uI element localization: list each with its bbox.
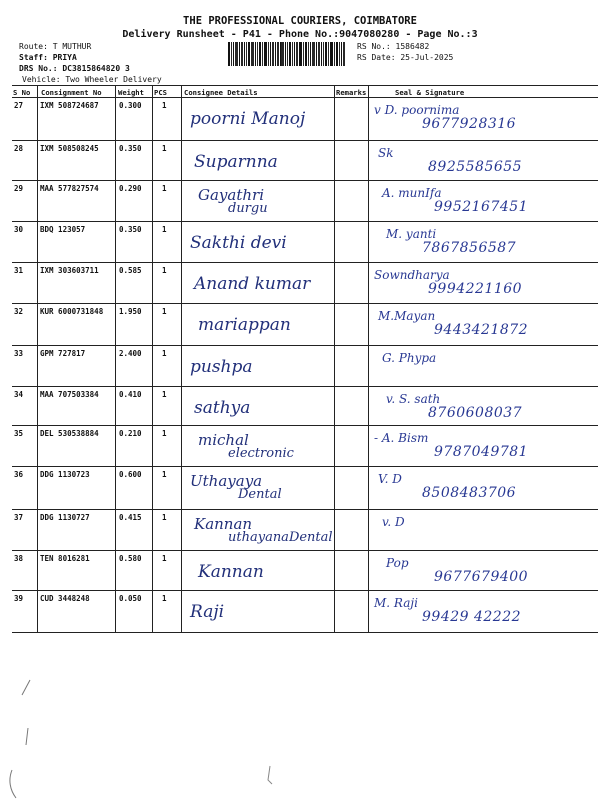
barcode-bar xyxy=(325,42,327,66)
row-signature: M. yanti xyxy=(386,227,437,241)
row-phone: 9994221160 xyxy=(428,281,523,297)
row-separator xyxy=(12,590,598,591)
row-separator xyxy=(12,303,598,304)
row-weight: 0.300 xyxy=(119,101,142,110)
row-signature: M.Mayan xyxy=(378,309,436,323)
row-pcs: 1 xyxy=(162,429,167,438)
row-consignee-name: Raji xyxy=(190,602,225,622)
row-phone: 8760608037 xyxy=(428,405,523,421)
row-pcs: 1 xyxy=(162,349,167,358)
barcode-bar xyxy=(244,42,245,66)
row-signature: Pop xyxy=(386,556,409,570)
barcode-bar xyxy=(336,42,338,66)
drs-line xyxy=(19,64,130,73)
row-consignment-no: BDQ 123057 xyxy=(40,225,86,234)
barcode-bar xyxy=(285,42,286,66)
row-phone: 9787049781 xyxy=(434,444,529,460)
barcode-bar xyxy=(318,42,320,66)
barcode-bar xyxy=(259,42,261,66)
rs-no-line xyxy=(357,42,429,51)
row-signature: v. D xyxy=(382,515,405,529)
row-weight: 0.415 xyxy=(119,513,142,522)
barcode-bar xyxy=(321,42,322,66)
row-phone: 99429 42222 xyxy=(422,609,522,625)
row-pcs: 1 xyxy=(162,594,167,603)
barcode-bar xyxy=(277,42,279,66)
row-consignee-name: Gayathri xyxy=(198,186,264,204)
row-signature: v. S. sath xyxy=(386,392,441,406)
row-sno: 30 xyxy=(14,225,24,234)
row-weight: 2.400 xyxy=(119,349,142,358)
row-pcs: 1 xyxy=(162,101,167,110)
barcode-bar xyxy=(341,42,342,66)
row-sno: 37 xyxy=(14,513,24,522)
row-signature: V. D xyxy=(378,472,402,486)
row-consignment-no: MAA 577827574 xyxy=(40,184,99,193)
row-sno: 32 xyxy=(14,307,24,316)
barcode-bar xyxy=(262,42,263,66)
row-pcs: 1 xyxy=(162,184,167,193)
row-separator xyxy=(12,345,598,346)
pen-scribble-mark xyxy=(0,640,120,800)
row-phone: 8508483706 xyxy=(422,485,517,501)
route-label: Route: xyxy=(19,42,48,51)
rs-date-value: 25-Jul-2025 xyxy=(400,53,454,62)
row-weight: 0.050 xyxy=(119,594,142,603)
barcode-bar xyxy=(323,42,324,66)
row-weight: 0.600 xyxy=(119,470,142,479)
row-consignee-name: Kannan xyxy=(194,515,253,533)
barcode-bar xyxy=(292,42,293,66)
row-signature: M. Raji xyxy=(374,596,418,610)
vehicle-label: Vehicle: xyxy=(22,75,61,84)
row-separator xyxy=(12,509,598,510)
row-separator xyxy=(12,386,598,387)
row-consignment-no: CUD 3448248 xyxy=(40,594,90,603)
row-weight: 0.210 xyxy=(119,429,142,438)
row-pcs: 1 xyxy=(162,513,167,522)
barcode-bar xyxy=(239,42,240,66)
pen-dot-mark xyxy=(262,762,282,792)
row-weight: 1.950 xyxy=(119,307,142,316)
row-pcs: 1 xyxy=(162,554,167,563)
row-sno: 31 xyxy=(14,266,24,275)
row-consignment-no: MAA 707503384 xyxy=(40,390,99,399)
barcode-bar xyxy=(310,42,311,66)
row-pcs: 1 xyxy=(162,307,167,316)
barcode-bar xyxy=(272,42,274,66)
row-consignee-name-line2: Dental xyxy=(238,487,282,502)
barcode-bar xyxy=(270,42,271,66)
barcode-bar xyxy=(257,42,258,66)
barcode-bar xyxy=(296,42,298,66)
row-consignment-no: DDG 1130727 xyxy=(40,513,90,522)
barcode-bar xyxy=(251,42,254,66)
barcode-bar xyxy=(305,42,307,66)
row-sno: 35 xyxy=(14,429,24,438)
barcode-bar xyxy=(268,42,269,66)
row-weight: 0.350 xyxy=(119,225,142,234)
drs-value: DC3815864820 3 xyxy=(62,64,130,73)
row-pcs: 1 xyxy=(162,470,167,479)
barcode-bar xyxy=(312,42,315,66)
row-sno: 38 xyxy=(14,554,24,563)
row-sno: 39 xyxy=(14,594,24,603)
row-weight: 0.580 xyxy=(119,554,142,563)
barcode-bar xyxy=(228,42,230,66)
row-pcs: 1 xyxy=(162,144,167,153)
row-consignment-no: KUR 6000731848 xyxy=(40,307,104,316)
row-phone: 7867856587 xyxy=(422,240,517,256)
barcode-bar xyxy=(255,42,256,66)
row-sno: 34 xyxy=(14,390,24,399)
row-separator xyxy=(12,221,598,222)
row-pcs: 1 xyxy=(162,266,167,275)
row-signature: Sowndharya xyxy=(374,268,450,282)
row-signature: - A. Bism xyxy=(374,431,429,445)
row-separator xyxy=(12,425,598,426)
barcode-bar xyxy=(294,42,295,66)
row-consignment-no: DDG 1130723 xyxy=(40,470,90,479)
row-signature: G. Phypa xyxy=(382,351,437,365)
barcode-bar xyxy=(328,42,329,66)
barcode-bar xyxy=(303,42,304,66)
vehicle-line xyxy=(22,75,162,84)
row-sno: 28 xyxy=(14,144,24,153)
row-signature: v D. poornima xyxy=(374,103,460,117)
barcode-bar xyxy=(308,42,309,66)
row-signature: A. munIfa xyxy=(382,186,442,200)
row-separator xyxy=(12,262,598,263)
row-weight: 0.585 xyxy=(119,266,142,275)
barcode-image xyxy=(228,42,346,66)
col-header-sno: S No xyxy=(13,88,31,97)
row-consignee-name: Suparnna xyxy=(194,152,278,172)
col-header-pcs: PCS xyxy=(154,88,167,97)
col-header-seal: Seal & Signature xyxy=(395,88,465,97)
barcode-bar xyxy=(339,42,340,66)
barcode-bar xyxy=(289,42,291,66)
rs-no-value: 1586482 xyxy=(395,42,430,51)
row-consignment-no: IXM 508724687 xyxy=(40,101,99,110)
row-weight: 0.290 xyxy=(119,184,142,193)
col-header-remarks: Remarks xyxy=(336,88,367,97)
barcode-bar xyxy=(264,42,267,66)
vehicle-value: Two Wheeler Delivery xyxy=(65,75,162,84)
row-weight: 0.350 xyxy=(119,144,142,153)
staff-value: PRIYA xyxy=(52,53,77,62)
row-consignee-name: Sakthi devi xyxy=(190,233,287,253)
rs-date-label: RS Date: xyxy=(357,53,396,62)
route-line xyxy=(19,42,91,51)
row-sno: 27 xyxy=(14,101,24,110)
rs-no-label: RS No.: xyxy=(357,42,391,51)
row-pcs: 1 xyxy=(162,390,167,399)
row-consignee-name: poorni Manoj xyxy=(190,109,306,129)
col-header-consignee: Consignee Details xyxy=(184,88,258,97)
runsheet-subtitle: Delivery Runsheet - P41 - Phone No.:9047080280 - Page No.:3 xyxy=(122,29,478,40)
barcode-bar xyxy=(248,42,250,66)
table-top-border xyxy=(12,85,598,86)
row-sno: 36 xyxy=(14,470,24,479)
row-signature: Sk xyxy=(378,146,394,160)
barcode-bar xyxy=(241,42,243,66)
row-consignee-name: mariappan xyxy=(198,315,291,335)
row-sno: 29 xyxy=(14,184,24,193)
row-weight: 0.410 xyxy=(119,390,142,399)
table-header-border xyxy=(12,97,598,98)
row-phone: 9677679400 xyxy=(434,569,529,585)
row-phone: 9443421872 xyxy=(434,322,529,338)
row-consignee-name: Uthayaya xyxy=(190,472,263,490)
row-consignee-name: pushpa xyxy=(190,357,253,377)
barcode-bar xyxy=(330,42,333,66)
barcode-bar xyxy=(287,42,288,66)
barcode-bar xyxy=(334,42,335,66)
row-consignee-name-line2: uthayanaDental xyxy=(228,530,333,545)
row-consignment-no: IXM 303603711 xyxy=(40,266,99,275)
row-consignee-name: Kannan xyxy=(198,562,264,582)
barcode-bar xyxy=(281,42,284,66)
row-consignment-no: IXM 508508245 xyxy=(40,144,99,153)
row-separator xyxy=(12,180,598,181)
row-separator xyxy=(12,550,598,551)
barcode-bar xyxy=(343,42,345,66)
row-pcs: 1 xyxy=(162,225,167,234)
row-sno: 33 xyxy=(14,349,24,358)
col-header-consignment: Consignment No xyxy=(41,88,102,97)
row-separator xyxy=(12,466,598,467)
row-consignee-name-line2: electronic xyxy=(228,446,294,461)
route-value: T MUTHUR xyxy=(52,42,92,51)
row-consignee-name: Anand kumar xyxy=(194,274,311,294)
row-separator xyxy=(12,632,598,633)
row-phone: 8925585655 xyxy=(428,159,523,175)
staff-label: Staff: xyxy=(19,53,48,62)
row-consignee-name: michal xyxy=(198,431,249,449)
row-separator xyxy=(12,140,598,141)
row-consignee-name-line2: durgu xyxy=(228,201,268,216)
barcode-bar xyxy=(235,42,238,66)
barcode-bar xyxy=(233,42,234,66)
row-consignee-name: sathya xyxy=(194,398,251,418)
barcode-bar xyxy=(246,42,247,66)
barcode-bar xyxy=(275,42,276,66)
barcode-bar xyxy=(299,42,302,66)
row-phone: 9952167451 xyxy=(434,199,529,215)
col-header-weight: Weight xyxy=(118,88,144,97)
barcode-bar xyxy=(231,42,232,66)
rs-date-line xyxy=(357,53,453,62)
company-title: THE PROFESSIONAL COURIERS, COIMBATORE xyxy=(183,15,417,27)
row-consignment-no: TEN 8016281 xyxy=(40,554,90,563)
row-consignment-no: GPM 727817 xyxy=(40,349,86,358)
barcode-bar xyxy=(280,42,281,66)
drs-label: DRS No.: xyxy=(19,64,58,73)
row-phone: 9677928316 xyxy=(422,116,517,132)
row-consignment-no: DEL 530538884 xyxy=(40,429,99,438)
barcode-bar xyxy=(316,42,317,66)
staff-line xyxy=(19,53,77,62)
